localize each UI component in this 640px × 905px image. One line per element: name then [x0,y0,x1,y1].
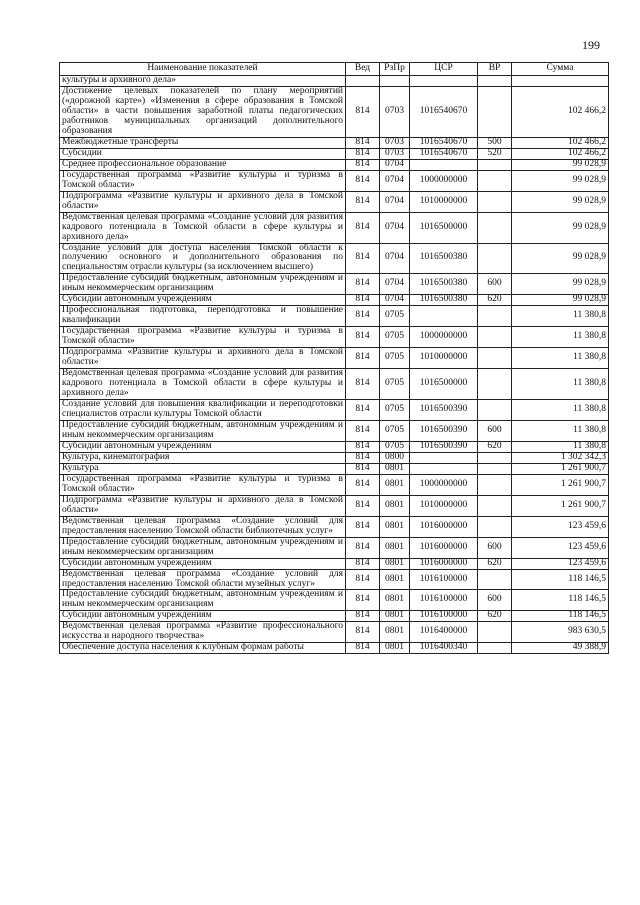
row-rzpr: 0801 [380,474,410,495]
row-csr: 1016500390 [410,441,478,452]
row-name: Создание условий для доступа населения Томской области к получению основного и дополнительного образования по специальностям отрасли культуры (за исключением высшего) [60,243,346,274]
row-csr: 1000000000 [410,474,478,495]
row-rzpr [380,76,410,87]
row-vr [478,643,512,654]
row-vr [478,495,512,516]
row-ved: 814 [346,86,380,137]
table-row [60,148,609,159]
row-rzpr: 0705 [380,306,410,327]
row-sum: 11 380,8 [512,369,609,400]
row-vr: 620 [478,611,512,622]
row-vr: 500 [478,137,512,148]
table-row [60,170,609,191]
row-rzpr: 0801 [380,558,410,569]
row-sum: 99 028,9 [512,212,609,243]
row-vr: 600 [478,590,512,611]
row-csr: 1016500000 [410,369,478,400]
row-csr: 1016100000 [410,569,478,590]
row-sum: 983 630,5 [512,622,609,643]
table-row [60,558,609,569]
row-name: Ведомственная целевая программа «Развитие профессионального искусства и народного творчества» [60,622,346,643]
row-rzpr: 0705 [380,369,410,400]
table-row [60,622,609,643]
row-name: Культура, кинематография [60,452,346,463]
row-csr: 1000000000 [410,170,478,191]
row-vr [478,452,512,463]
row-csr: 1016540670 [410,86,478,137]
budget-table [59,62,609,654]
row-name: Государственная программа «Развитие культуры и туризма в Томской области» [60,474,346,495]
row-csr: 1016540670 [410,137,478,148]
row-vr [478,348,512,369]
table-row [60,86,609,137]
row-csr: 1010000000 [410,348,478,369]
row-rzpr: 0704 [380,212,410,243]
row-name: Культура [60,463,346,474]
row-rzpr: 0704 [380,243,410,274]
row-csr: 1010000000 [410,495,478,516]
table-row [60,400,609,421]
row-ved: 814 [346,420,380,441]
row-name: Подпрограмма «Развитие культуры и архивного дела в Томской области» [60,348,346,369]
row-sum: 123 459,6 [512,537,609,558]
row-csr: 1016000000 [410,516,478,537]
row-ved: 814 [346,622,380,643]
row-vr [478,212,512,243]
row-name: Предоставление субсидий бюджетным, автономным учреждениям и иным некоммерческим организациям [60,537,346,558]
row-name: Предоставление субсидий бюджетным, автономным учреждениям и иным некоммерческим организациям [60,590,346,611]
row-vr [478,306,512,327]
row-sum: 11 380,8 [512,420,609,441]
row-rzpr: 0705 [380,348,410,369]
row-csr: 1016100000 [410,590,478,611]
row-rzpr: 0704 [380,274,410,295]
row-ved: 814 [346,569,380,590]
row-vr: 620 [478,295,512,306]
row-csr: 1010000000 [410,191,478,212]
row-ved: 814 [346,495,380,516]
row-sum: 99 028,9 [512,159,609,170]
row-ved: 814 [346,191,380,212]
row-vr [478,76,512,87]
row-ved: 814 [346,327,380,348]
table-row [60,537,609,558]
row-rzpr: 0704 [380,191,410,212]
row-vr: 620 [478,558,512,569]
row-vr [478,191,512,212]
row-sum: 99 028,9 [512,295,609,306]
row-sum: 99 028,9 [512,191,609,212]
row-name: Государственная программа «Развитие культуры и туризма в Томской области» [60,170,346,191]
row-vr: 600 [478,274,512,295]
row-vr [478,170,512,191]
page-number: 199 [582,38,600,52]
row-csr: 1016100000 [410,611,478,622]
row-name: Предоставление субсидий бюджетным, автономным учреждениям и иным некоммерческим организациям [60,274,346,295]
table-row [60,516,609,537]
table-header-row [60,63,609,76]
row-vr [478,400,512,421]
row-sum: 11 380,8 [512,327,609,348]
row-ved: 814 [346,274,380,295]
row-ved: 814 [346,590,380,611]
row-ved: 814 [346,516,380,537]
table-row [60,420,609,441]
row-ved: 814 [346,137,380,148]
table-row [60,76,609,87]
row-csr [410,306,478,327]
row-sum: 1 261 900,7 [512,463,609,474]
row-name: Создание условий для повышения квалификации и переподготовки специалистов отрасли культуры Томской области [60,400,346,421]
row-ved: 814 [346,212,380,243]
row-vr [478,474,512,495]
row-sum: 11 380,8 [512,441,609,452]
row-ved: 814 [346,474,380,495]
row-csr: 1016500390 [410,400,478,421]
row-name: Субсидии [60,148,346,159]
row-csr: 1000000000 [410,327,478,348]
table-row [60,212,609,243]
header-sum: Сумма [512,63,609,76]
row-csr [410,76,478,87]
table-row [60,306,609,327]
row-vr: 600 [478,537,512,558]
row-ved: 814 [346,170,380,191]
row-csr: 1016400340 [410,643,478,654]
header-csr: ЦСР [410,63,478,76]
row-ved [346,76,380,87]
row-rzpr: 0801 [380,569,410,590]
row-name: Достижение целевых показателей по плану мероприятий («дорожной карте») «Изменения в сфере образования в Томской области» в части повышения заработной платы педагогических работников муниципальных организаций дополнительного образования [60,86,346,137]
row-ved: 814 [346,148,380,159]
row-sum: 11 380,8 [512,306,609,327]
table-row [60,137,609,148]
row-rzpr: 0705 [380,327,410,348]
row-csr [410,159,478,170]
row-vr [478,569,512,590]
row-csr [410,452,478,463]
row-ved: 814 [346,463,380,474]
row-vr [478,327,512,348]
row-csr: 1016500000 [410,212,478,243]
row-name: Ведомственная целевая программа «Создание условий для развития кадрового потенциала в Томской области в сфере культуры и архивного дела» [60,369,346,400]
row-sum: 1 261 900,7 [512,474,609,495]
row-rzpr: 0800 [380,452,410,463]
row-ved: 814 [346,243,380,274]
row-rzpr: 0705 [380,400,410,421]
row-name: Субсидии автономным учреждениям [60,611,346,622]
row-name: Среднее профессиональное образование [60,159,346,170]
table-row [60,327,609,348]
row-csr: 1016000000 [410,537,478,558]
row-sum: 99 028,9 [512,274,609,295]
header-name: Наименование показателей [60,63,346,76]
row-sum: 123 459,6 [512,516,609,537]
row-name: Ведомственная целевая программа «Создание условий для развития кадрового потенциала в Томской области в сфере культуры и архивного дела» [60,212,346,243]
row-vr [478,516,512,537]
header-vr: ВР [478,63,512,76]
row-ved: 814 [346,452,380,463]
row-name: Ведомственная целевая программа «Создание условий для предоставления населению Томской области библиотечных услуг» [60,516,346,537]
row-ved: 814 [346,537,380,558]
row-rzpr: 0801 [380,463,410,474]
row-ved: 814 [346,400,380,421]
row-rzpr: 0705 [380,420,410,441]
row-rzpr: 0703 [380,137,410,148]
row-rzpr: 0703 [380,86,410,137]
row-csr: 1016500380 [410,243,478,274]
row-sum [512,76,609,87]
row-vr [478,86,512,137]
row-name: Межбюджетные трансферты [60,137,346,148]
row-sum: 11 380,8 [512,348,609,369]
row-rzpr: 0703 [380,148,410,159]
row-csr: 1016500380 [410,295,478,306]
header-ved: Вед [346,63,380,76]
table-row [60,348,609,369]
row-csr: 1016400000 [410,622,478,643]
row-vr: 600 [478,420,512,441]
table-row [60,590,609,611]
row-sum: 118 146,5 [512,590,609,611]
table-row [60,441,609,452]
row-name: Подпрограмма «Развитие культуры и архивного дела в Томской области» [60,191,346,212]
table-row [60,495,609,516]
row-sum: 118 146,5 [512,569,609,590]
row-rzpr: 0705 [380,441,410,452]
table-row [60,243,609,274]
row-rzpr: 0704 [380,159,410,170]
row-rzpr: 0704 [380,170,410,191]
row-sum: 102 466,2 [512,148,609,159]
row-vr [478,369,512,400]
table-row [60,452,609,463]
table-row [60,191,609,212]
row-csr: 1016000000 [410,558,478,569]
row-vr [478,463,512,474]
table-row [60,569,609,590]
row-csr: 1016500380 [410,274,478,295]
row-sum: 11 380,8 [512,400,609,421]
row-name: Подпрограмма «Развитие культуры и архивного дела в Томской области» [60,495,346,516]
row-sum: 49 388,9 [512,643,609,654]
row-ved: 814 [346,643,380,654]
row-rzpr: 0801 [380,643,410,654]
header-rzpr: РзПр [380,63,410,76]
row-sum: 118 146,5 [512,611,609,622]
table-row [60,474,609,495]
row-vr [478,622,512,643]
row-ved: 814 [346,558,380,569]
row-name: культуры и архивного дела» [60,76,346,87]
table-row [60,643,609,654]
row-sum: 102 466,2 [512,86,609,137]
row-ved: 814 [346,306,380,327]
table-row [60,159,609,170]
row-sum: 1 261 900,7 [512,495,609,516]
row-sum: 102 466,2 [512,137,609,148]
row-rzpr: 0704 [380,295,410,306]
row-name: Обеспечение доступа населения к клубным формам работы [60,643,346,654]
row-sum: 1 302 342,3 [512,452,609,463]
row-ved: 814 [346,611,380,622]
row-ved: 814 [346,159,380,170]
row-ved: 814 [346,441,380,452]
row-name: Государственная программа «Развитие культуры и туризма в Томской области» [60,327,346,348]
row-ved: 814 [346,348,380,369]
row-vr [478,243,512,274]
row-csr: 1016500390 [410,420,478,441]
row-csr [410,463,478,474]
row-name: Субсидии автономным учреждениям [60,295,346,306]
row-name: Субсидии автономным учреждениям [60,441,346,452]
row-rzpr: 0801 [380,516,410,537]
table-row [60,274,609,295]
row-csr: 1016540670 [410,148,478,159]
row-rzpr: 0801 [380,537,410,558]
row-ved: 814 [346,369,380,400]
table-row [60,369,609,400]
row-ved: 814 [346,295,380,306]
row-vr: 620 [478,441,512,452]
row-sum: 123 459,6 [512,558,609,569]
row-name: Ведомственная целевая программа «Создание условий для предоставления населению Томской области музейных услуг» [60,569,346,590]
row-rzpr: 0801 [380,622,410,643]
row-rzpr: 0801 [380,495,410,516]
row-vr [478,159,512,170]
row-sum: 99 028,9 [512,243,609,274]
row-sum: 99 028,9 [512,170,609,191]
row-name: Профессиональная подготовка, переподготовка и повышение квалификации [60,306,346,327]
row-vr: 520 [478,148,512,159]
table-row [60,463,609,474]
row-name: Субсидии автономным учреждениям [60,558,346,569]
row-rzpr: 0801 [380,590,410,611]
row-name: Предоставление субсидий бюджетным, автономным учреждениям и иным некоммерческим организациям [60,420,346,441]
row-rzpr: 0801 [380,611,410,622]
